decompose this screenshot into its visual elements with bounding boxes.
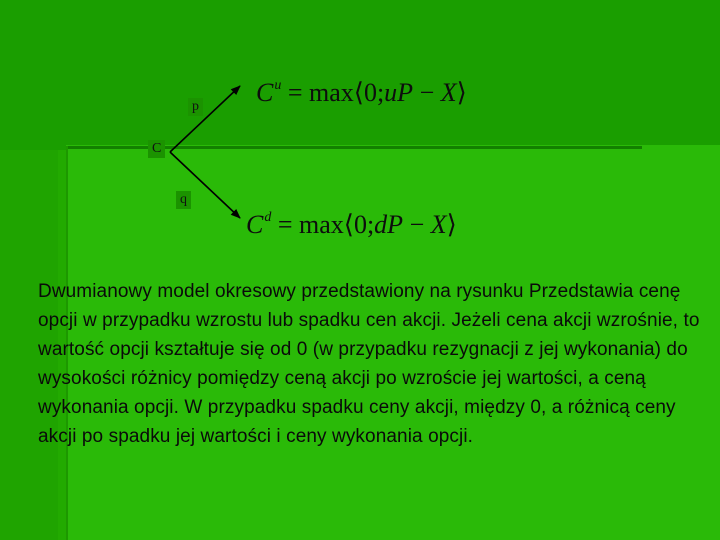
formula-close-bracket: ⟩ bbox=[456, 78, 467, 107]
formula-zero: 0; bbox=[363, 78, 385, 107]
formula-minus: − bbox=[403, 210, 431, 239]
formula-equals: = max bbox=[271, 210, 344, 239]
down-probability-label: q bbox=[176, 191, 191, 209]
formula-superscript: u bbox=[274, 78, 282, 93]
up-probability-label: p bbox=[188, 98, 203, 116]
formula-variable: uP bbox=[384, 78, 414, 107]
formula-superscript: d bbox=[264, 210, 272, 225]
root-node-label: C bbox=[148, 140, 165, 158]
formula-symbol: C bbox=[246, 210, 264, 239]
up-payoff-formula bbox=[256, 71, 467, 108]
up-branch-arrow bbox=[170, 86, 240, 152]
formula-open-bracket: ⟨ bbox=[353, 78, 364, 107]
formula-close-bracket: ⟩ bbox=[446, 210, 457, 239]
formula-strike: X bbox=[430, 210, 447, 239]
formula-equals: = max bbox=[281, 78, 354, 107]
formula-variable: dP bbox=[374, 210, 404, 239]
description-text: Dwumianowy model okresowy przedstawiony na rysunku Przedstawia cenę opcji w przypadku wzrostu lub spadku cen akcji. Jeżeli cena akcji wzrośnie, to wartość opcji kształtuje się od 0 (w przypadku rezygnacji z jej wykonania) do wysokości różnicy pomiędzy ceną akcji po wzroście jej wartości, a ceną wykonania opcji. W przypadku spadku ceny akcji, między 0, a różnicą ceny akcji po spadku jej wartości i ceny wykonania opcji. bbox=[38, 281, 700, 447]
down-payoff-formula bbox=[246, 203, 457, 240]
formula-open-bracket: ⟨ bbox=[343, 210, 354, 239]
formula-zero: 0; bbox=[353, 210, 375, 239]
formula-strike: X bbox=[440, 78, 457, 107]
formula-symbol: C bbox=[256, 78, 274, 107]
formula-minus: − bbox=[413, 78, 441, 107]
